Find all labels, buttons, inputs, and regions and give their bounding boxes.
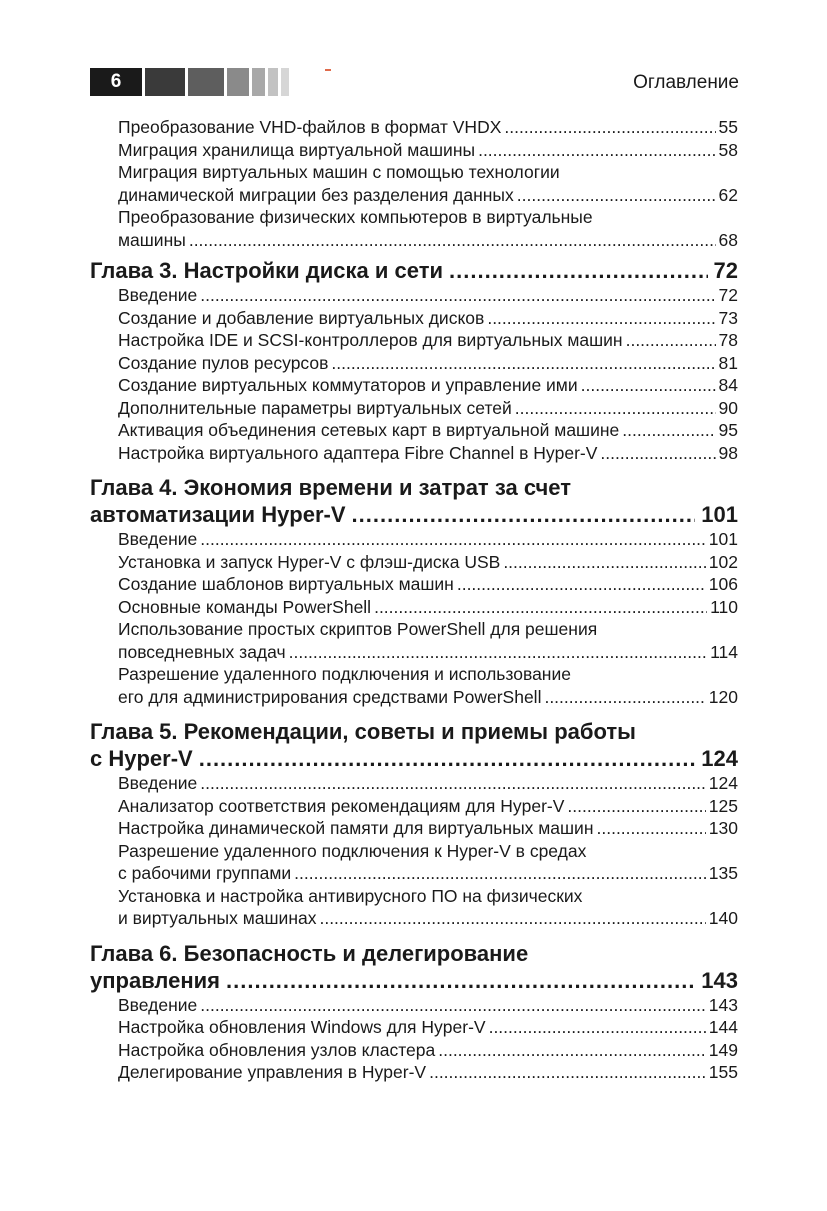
dot-leader xyxy=(200,284,715,307)
toc-entry-page: 130 xyxy=(708,818,738,838)
toc-entry-title-line: Установка и настройка антивирусного ПО на физических xyxy=(118,885,583,906)
toc-entry-title: Анализатор соответствия рекомендациям для Hyper-V xyxy=(118,795,565,816)
dot-leader xyxy=(487,307,715,330)
dot-leader xyxy=(226,967,695,994)
toc-entry xyxy=(118,284,738,307)
toc-entry-page: 72 xyxy=(718,285,738,305)
toc-entry-title: Введение xyxy=(118,285,198,305)
toc-entry-title: Введение xyxy=(118,994,198,1015)
chapter-heading xyxy=(90,967,738,994)
dot-leader xyxy=(597,817,706,840)
toc-entry-page: 81 xyxy=(718,352,738,373)
toc-entry-page: 106 xyxy=(708,574,738,594)
toc-entry-page: 55 xyxy=(718,117,738,137)
dot-leader xyxy=(503,551,705,574)
dot-leader xyxy=(352,501,696,528)
header-bar-decoration xyxy=(252,68,265,96)
dot-leader xyxy=(200,528,706,551)
dot-leader xyxy=(478,139,715,162)
dot-leader xyxy=(489,1016,706,1039)
toc-entry-title: Настройка обновления узлов кластера xyxy=(118,1039,436,1060)
toc-entry-title-line: Преобразование физических компьютеров в виртуальные xyxy=(118,207,593,227)
toc-entry-page: 78 xyxy=(718,330,738,350)
toc-entry-page: 58 xyxy=(718,139,738,160)
dot-leader xyxy=(517,184,716,207)
chapter-page: 143 xyxy=(701,967,738,993)
toc-entry-page: 95 xyxy=(718,420,738,440)
chapter-title: Глава 3. Настройки диска и сети xyxy=(90,258,444,283)
toc-entry-title: и виртуальных машинах xyxy=(118,908,317,928)
toc-entry-page: 140 xyxy=(708,908,738,928)
header-bar-decoration xyxy=(145,68,185,96)
toc-entry-page: 102 xyxy=(708,551,738,572)
toc-entry-title: Введение xyxy=(118,529,198,549)
toc-entry-title: с рабочими группами xyxy=(118,863,292,883)
toc-entry xyxy=(118,442,738,465)
toc-entry xyxy=(118,907,738,930)
toc-entry-page: 101 xyxy=(708,529,738,549)
chapter-page: 101 xyxy=(701,502,738,527)
toc-entry-page: 73 xyxy=(718,307,738,328)
toc-entry-page: 135 xyxy=(708,863,738,883)
dot-leader xyxy=(626,329,716,352)
chapter-title-line: Глава 5. Рекомендации, советы и приемы работы xyxy=(90,719,636,744)
toc-entry-title: Настройка динамической памяти для виртуальных машин xyxy=(118,818,594,838)
toc-entry xyxy=(118,307,738,330)
chapter-title-line: Глава 6. Безопасность и делегирование xyxy=(90,940,529,966)
chapter-page: 124 xyxy=(701,746,738,771)
toc-entry-page: 114 xyxy=(710,641,738,662)
toc-entry xyxy=(118,686,738,709)
toc-entry xyxy=(118,862,738,885)
toc-entry-title: повседневных задач xyxy=(118,641,286,662)
toc-entry-title: динамической миграции без разделения данных xyxy=(118,184,514,205)
dot-leader xyxy=(544,686,705,709)
toc-entry-title: Настройка виртуального адаптера Fibre Channel в Hyper-V xyxy=(118,442,598,463)
dot-leader xyxy=(429,1061,706,1084)
toc-entry-title-line: Разрешение удаленного подключения к Hyper-V в средах xyxy=(118,840,587,861)
toc-entry-title-line: Миграция виртуальных машин с помощью технологии xyxy=(118,162,560,182)
toc-entry-title: Преобразование VHD-файлов в формат VHDX xyxy=(118,117,502,137)
toc-entry-title: Создание виртуальных коммутаторов и управление ими xyxy=(118,375,578,395)
toc-entry-title: машины xyxy=(118,229,186,250)
toc-entry-page: 144 xyxy=(708,1017,738,1037)
toc-entry xyxy=(118,1061,738,1084)
toc-entry-page: 62 xyxy=(718,184,738,205)
toc-entry xyxy=(118,116,738,139)
dot-leader xyxy=(567,795,705,818)
dot-leader xyxy=(294,862,706,885)
chapter-heading xyxy=(90,745,738,772)
chapter-title-line: Глава 4. Экономия времени и затрат за счет xyxy=(90,475,571,500)
toc-entry-title: Создание пулов ресурсов xyxy=(118,352,329,373)
toc-entry-title: Основные команды PowerShell xyxy=(118,596,372,617)
toc-entry xyxy=(118,397,738,420)
toc-entry xyxy=(118,352,738,375)
dot-leader xyxy=(581,374,716,397)
toc-entry-page: 124 xyxy=(708,773,738,793)
header-bar-decoration xyxy=(227,68,249,96)
toc-entry-title: Настройка IDE и SCSI-контроллеров для виртуальных машин xyxy=(118,330,623,350)
toc-entry-title: Введение xyxy=(118,773,198,793)
toc-entry xyxy=(118,994,738,1017)
page-header xyxy=(0,0,827,110)
toc-entry xyxy=(118,551,738,574)
toc-entry-page: 68 xyxy=(718,229,738,250)
toc-entry xyxy=(118,139,738,162)
toc-entry-title: Делегирование управления в Hyper-V xyxy=(118,1062,427,1082)
chapter-heading xyxy=(90,501,738,528)
toc-entry-title: Активация объединения сетевых карт в виртуальной машине xyxy=(118,420,620,440)
toc-entry-title: Создание шаблонов виртуальных машин xyxy=(118,574,454,594)
page-number: 6 xyxy=(90,68,142,96)
toc-entry xyxy=(118,419,738,442)
dot-leader xyxy=(319,907,705,930)
table-of-contents xyxy=(90,116,738,1084)
toc-entry xyxy=(118,772,738,795)
toc-entry-page: 84 xyxy=(718,375,738,395)
running-title: Оглавление xyxy=(633,72,739,93)
dot-leader xyxy=(504,116,715,139)
toc-entry-title: Создание и добавление виртуальных дисков xyxy=(118,307,485,328)
toc-entry xyxy=(118,184,738,207)
accent-mark xyxy=(325,69,331,71)
toc-entry-title-line: Использование простых скриптов PowerShell для решения xyxy=(118,619,598,639)
toc-entry xyxy=(118,374,738,397)
dot-leader xyxy=(515,397,716,420)
dot-leader xyxy=(374,596,707,619)
header-bar-decoration xyxy=(281,68,289,96)
toc-entry xyxy=(118,329,738,352)
dot-leader xyxy=(331,352,715,375)
chapter-title: автоматизации Hyper-V xyxy=(90,502,346,527)
dot-leader xyxy=(449,257,708,284)
toc-entry xyxy=(118,1039,738,1062)
toc-entry xyxy=(118,528,738,551)
dot-leader xyxy=(200,994,706,1017)
dot-leader xyxy=(457,573,706,596)
toc-entry-page: 110 xyxy=(710,596,738,617)
toc-entry xyxy=(118,229,738,252)
toc-entry-page: 155 xyxy=(708,1062,738,1082)
toc-entry-page: 90 xyxy=(718,397,738,418)
dot-leader xyxy=(438,1039,706,1062)
toc-entry xyxy=(118,817,738,840)
toc-entry-page: 125 xyxy=(708,795,738,816)
header-bar-decoration xyxy=(268,68,278,96)
toc-entry xyxy=(118,596,738,619)
toc-entry-page: 98 xyxy=(718,442,738,463)
chapter-heading xyxy=(90,257,738,284)
toc-entry xyxy=(118,641,738,664)
chapter-page: 72 xyxy=(713,258,738,283)
toc-entry-page: 120 xyxy=(708,686,738,707)
toc-entry-title: Миграция хранилища виртуальной машины xyxy=(118,139,476,160)
toc-entry-page: 149 xyxy=(708,1039,738,1060)
toc-entry xyxy=(118,795,738,818)
toc-entry-title: его для администрирования средствами PowerShell xyxy=(118,686,542,707)
toc-entry xyxy=(118,1016,738,1039)
dot-leader xyxy=(289,641,707,664)
chapter-title: с Hyper-V xyxy=(90,746,193,771)
dot-leader xyxy=(189,229,716,252)
toc-entry-title: Установка и запуск Hyper-V с флэш-диска USB xyxy=(118,551,501,572)
toc-entry-title: Дополнительные параметры виртуальных сетей xyxy=(118,397,512,418)
toc-entry-title-line: Разрешение удаленного подключения и использование xyxy=(118,664,571,684)
toc-entry xyxy=(118,573,738,596)
toc-entry-page: 143 xyxy=(708,994,738,1015)
dot-leader xyxy=(622,419,715,442)
header-bar-decoration xyxy=(188,68,224,96)
dot-leader xyxy=(200,772,706,795)
chapter-title: управления xyxy=(90,967,221,993)
dot-leader xyxy=(600,442,715,465)
toc-entry-title: Настройка обновления Windows для Hyper-V xyxy=(118,1017,486,1037)
dot-leader xyxy=(199,745,696,772)
